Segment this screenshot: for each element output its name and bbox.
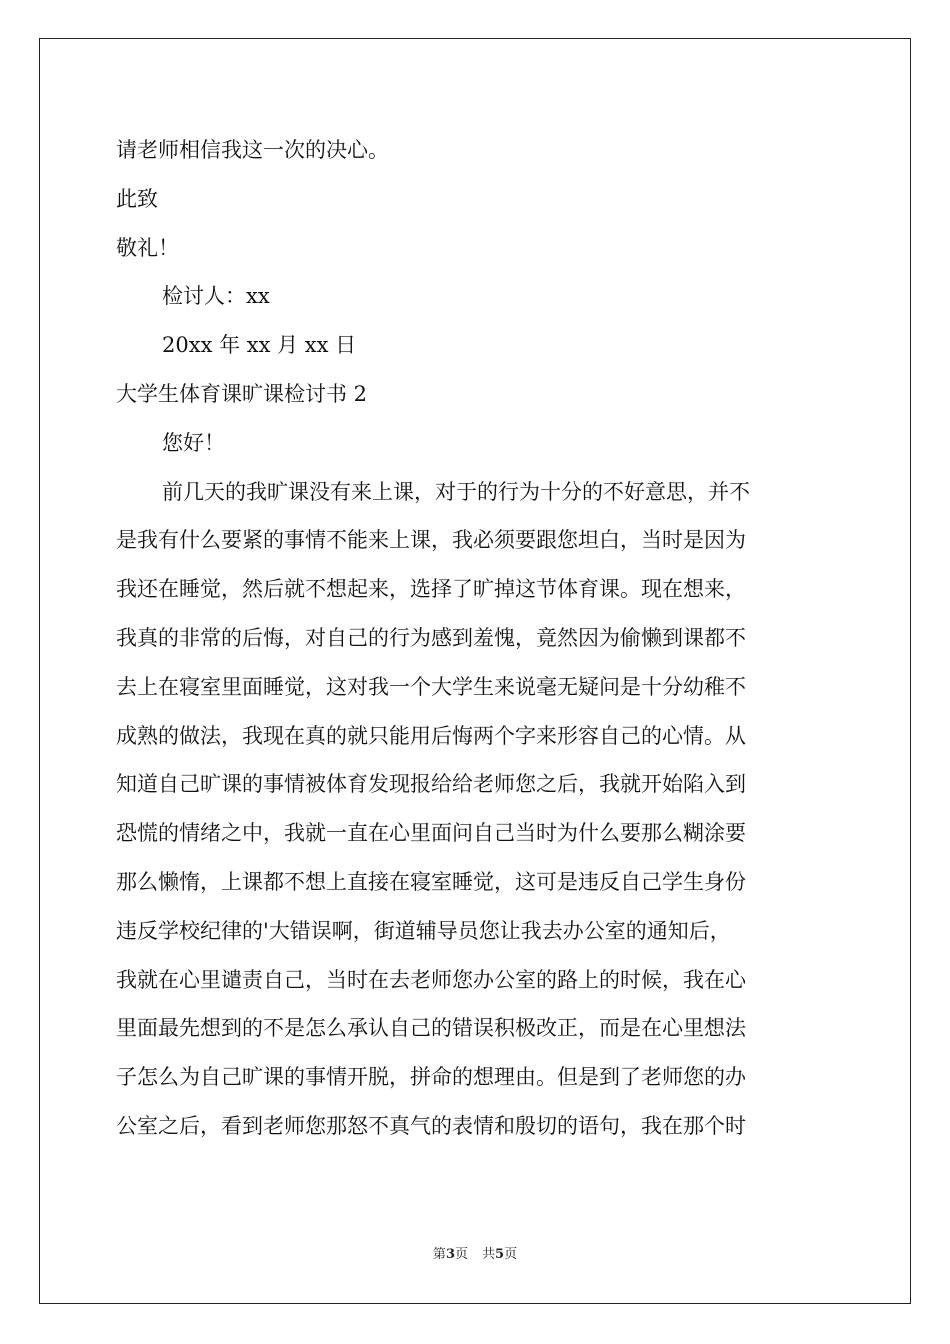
total-prefix: 共 bbox=[482, 1247, 496, 1262]
body-line: 前几天的我旷课没有来上课，对于的行为十分的不好意思，并不 bbox=[162, 479, 750, 504]
page-total: 5 bbox=[495, 1247, 505, 1262]
body-line: 公室之后，看到老师您那怒不真气的表情和殷切的语句，我在那个时 bbox=[116, 1113, 746, 1138]
page-footer bbox=[0, 1243, 950, 1262]
page-prefix: 第 bbox=[432, 1247, 446, 1262]
body-line: 成熟的做法，我现在真的就只能用后悔两个字来形容自己的心情。从 bbox=[116, 723, 746, 748]
section-title: 大学生体育课旷课检讨书 2 bbox=[116, 381, 368, 406]
date-line: 20xx 年 xx 月 xx 日 bbox=[162, 333, 357, 358]
body-line: 是我有什么要紧的事情不能来上课，我必须要跟您坦白，当时是因为 bbox=[116, 528, 746, 553]
body-line: 我真的非常的后悔，对自己的行为感到羞愧，竟然因为偷懒到课都不 bbox=[116, 625, 746, 650]
body-line: 去上在寝室里面睡觉，这对我一个大学生来说毫无疑问是十分幼稚不 bbox=[116, 674, 746, 699]
body-line: 违反学校纪律的'大错误啊，街道辅导员您让我去办公室的通知后， bbox=[116, 918, 731, 943]
document-body bbox=[116, 126, 836, 1151]
signer-line: 检讨人：xx bbox=[162, 284, 270, 309]
body-line: 我就在心里谴责自己，当时在去老师您办公室的路上的时候，我在心 bbox=[116, 967, 746, 992]
greeting-line: 您好！ bbox=[162, 430, 225, 455]
total-unit: 页 bbox=[504, 1247, 518, 1262]
page-current: 3 bbox=[445, 1247, 455, 1262]
body-line: 子怎么为自己旷课的事情开脱，拼命的想理由。但是到了老师您的办 bbox=[116, 1065, 746, 1090]
page-unit: 页 bbox=[454, 1247, 468, 1262]
salutation-line-1: 此致 bbox=[116, 186, 158, 211]
body-line: 知道自己旷课的事情被体育发现报给给老师您之后，我就开始陷入到 bbox=[116, 772, 746, 797]
body-line: 那么懒惰，上课都不想上直接在寝室睡觉，这可是违反自己学生身份 bbox=[116, 869, 746, 894]
body-line: 我还在睡觉，然后就不想起来，选择了旷掉这节体育课。现在想来， bbox=[116, 577, 746, 602]
salutation-line-2: 敬礼！ bbox=[116, 235, 179, 260]
body-line: 恐慌的情绪之中，我就一直在心里面问自己当时为什么要那么糊涂要 bbox=[116, 821, 746, 846]
body-line: 里面最先想到的不是怎么承认自己的错误积极改正，而是在心里想法 bbox=[116, 1016, 746, 1041]
closing-line: 请老师相信我这一次的决心。 bbox=[116, 138, 389, 162]
